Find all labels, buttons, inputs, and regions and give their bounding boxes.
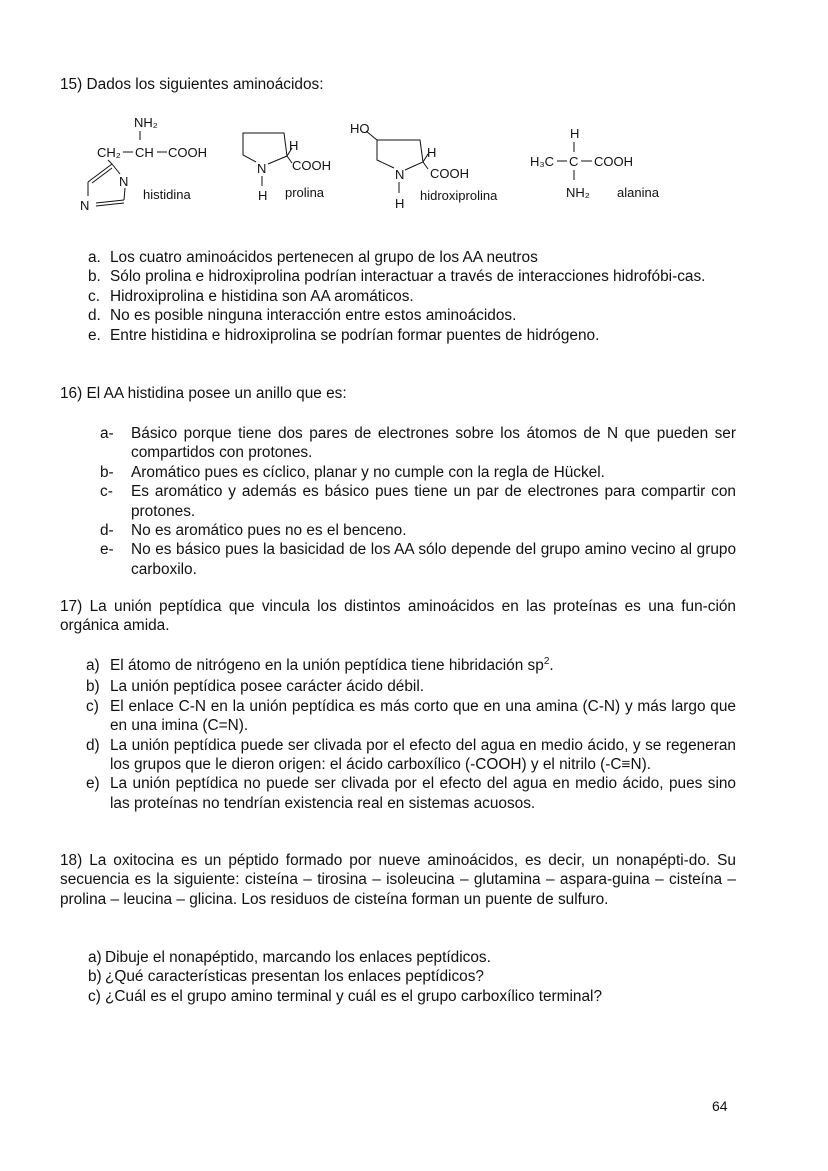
q17-option-c: c) El enlace C-N en la unión peptídica es más corto que en una amina (C-N) y más largo que en una imina (C=N). [86, 697, 736, 735]
alanina-c: C [569, 154, 579, 169]
q16-option-d: d- No es aromático pues no es el benceno. [100, 522, 407, 540]
q15-option-a: a. Los cuatro aminoácidos pertenecen al grupo de los AA neutros [88, 249, 538, 266]
alanina-h3c: H₃C [530, 154, 555, 169]
prolina-label: prolina [285, 185, 325, 200]
histidina-cooh: COOH [168, 145, 207, 160]
histidina-label: histidina [143, 187, 191, 202]
hidroxiprolina-n: N [395, 167, 405, 182]
q16-option-c: c- Es aromático y además es básico pues tiene un par de electrones para compartir con protones. [100, 483, 736, 520]
q15-option-e: e. Entre histidina e hidroxiprolina se podrían formar puentes de hidrógeno. [88, 326, 600, 344]
q17-options [86, 656, 736, 813]
q18-options [88, 948, 736, 1006]
q17-option-d: d) La unión peptídica puede ser clivada por el efecto del agua en medio ácido, y se regeneran los grupos que le dieron origen: el ácido carboxílico (-COOH) y el nitrilo (-C≡N). [86, 736, 736, 774]
q17-option-a: a) El átomo de nitrógeno en la unión peptídica tiene hibridación $sp^2$. [86, 655, 554, 674]
q15-option-c: c. Hidroxiprolina e histidina son AA aromáticos. [88, 287, 414, 305]
hidroxiprolina-h: H [427, 145, 437, 160]
q18-option-c: c) ¿Cuál es el grupo amino terminal y cuál es el grupo carboxílico terminal? [88, 987, 603, 1005]
hidroxiprolina-cooh: COOH [430, 166, 469, 181]
hidroxiprolina-structure [366, 131, 428, 193]
q18-title: 18) La oxitocina es un péptido formado por nueve aminoácidos, es decir, un nonapépti-do. Su secuencia es la siguiente: cisteína – tirosina – isoleucina – glutamina – aspara-guina – cisteína – prolina – leucina – glicina. Los residuos de cisteína forman un puente de sulfuro. [60, 852, 736, 908]
q17-title: 17) La unión peptídica que vincula los distintos aminoácidos en las proteínas es una fun-ción orgánica amida. [60, 598, 736, 635]
q15-options [88, 248, 736, 345]
prolina-nh: H [258, 188, 268, 203]
histidina-ch2: CH₂ [97, 145, 121, 160]
q16-title: 16) El AA histidina posee un anillo que es: [60, 385, 347, 402]
histidina-n2: N [80, 198, 90, 213]
q17-option-e: e) La unión peptídica no puede ser clivada por el efecto del agua en medio ácido, pues sino las proteínas no tendrían existencia real en sistemas acuosos. [86, 775, 736, 812]
q16-option-b: b- Aromático pues es cíclico, planar y no cumple con la regla de Hückel. [100, 463, 605, 481]
q16-options [100, 424, 736, 579]
prolina-n: N [257, 161, 267, 176]
q16-option-e: e- No es básico pues la basicidad de los AA sólo depende del grupo amino vecino al grupo carboxilo. [100, 541, 736, 578]
q18-option-a: a) Dibuje el nonapéptido, marcando los enlaces peptídicos. [88, 949, 491, 966]
alanina-cooh: COOH [594, 154, 633, 169]
alanina-h: H [570, 126, 580, 141]
q17-option-b: b) La unión peptídica posee carácter ácido débil. [86, 678, 425, 696]
histidina-ch: CH [135, 145, 154, 160]
q16-option-a: a- Básico porque tiene dos pares de electrones sobre los átomos de N que pueden ser compartidos con protones. [100, 425, 736, 462]
q15-title: 15) Dados los siguientes aminoácidos: [60, 76, 324, 93]
histidina-n1: N [119, 174, 129, 189]
alanina-label: alanina [617, 185, 659, 200]
q18-option-b: b) ¿Qué características presentan los enlaces peptídicos? [88, 968, 484, 986]
alanina-nh2: NH₂ [566, 185, 590, 200]
page-number: 64 [712, 1098, 728, 1114]
q15-option-d: d. No es posible ninguna interacción entre estos aminoácidos. [88, 307, 517, 325]
hidroxiprolina-label: hidroxiprolina [420, 188, 498, 203]
hidroxiprolina-ho: HO [350, 121, 370, 136]
amino-acid-structures [0, 0, 828, 230]
histidina-nh2: NH₂ [134, 115, 158, 130]
prolina-h: H [289, 138, 299, 153]
q15-option-b: b. Sólo prolina e hidroxiprolina podrían interactuar a través de interacciones hidrofóbi-cas. [88, 268, 706, 286]
prolina-structure [243, 133, 292, 186]
prolina-cooh: COOH [292, 158, 331, 173]
hidroxiprolina-nh: H [395, 196, 405, 211]
